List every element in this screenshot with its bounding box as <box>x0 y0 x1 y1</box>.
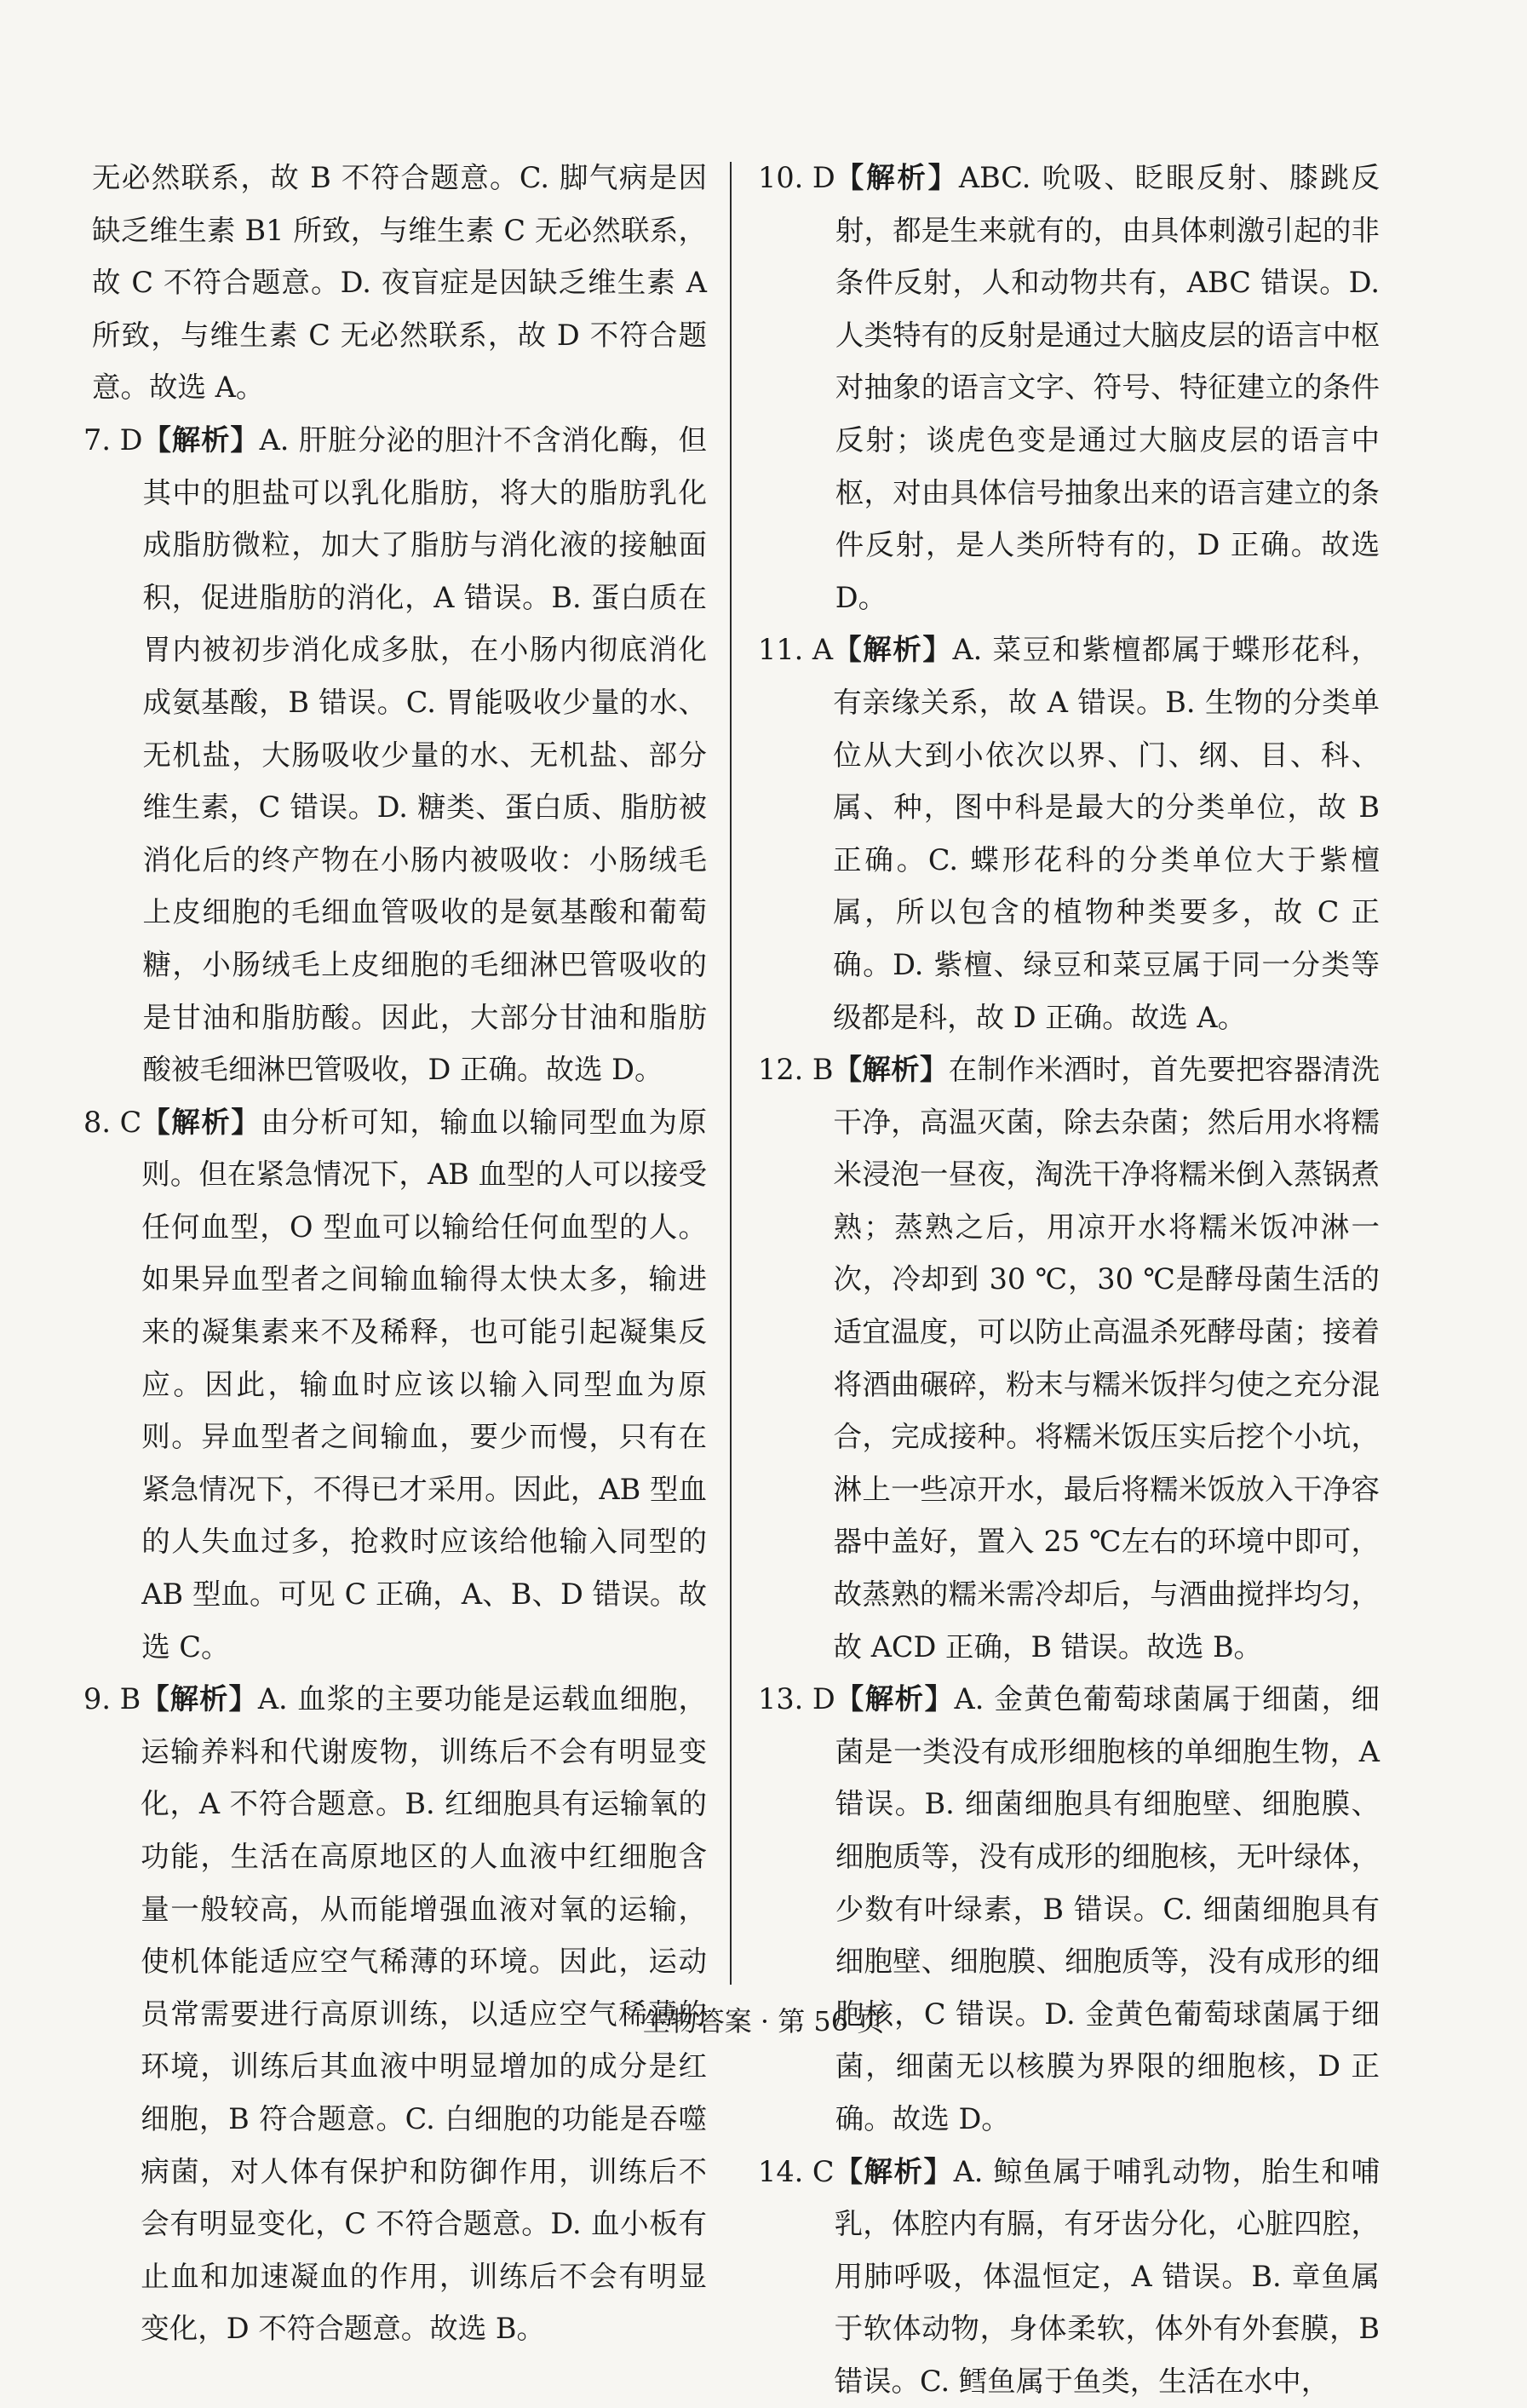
question-text: A. 肝脏分泌的胆汁不含消化酶，但其中的胆盐可以乳化脂肪，将大的脂肪乳化成脂肪微粒，加大了脂肪与消化液的接触面积，促进脂肪的消化，A 错误。B. 蛋白质在胃内被初步消化成多肽，在小肠内彻底消化成氨基酸，B 错误。C. 胃能吸收少量的水、无机盐，大肠吸收少量的水、无机盐、部分维生素，C 错误。D. 糖类、蛋白质、脂肪被消化后的终产物在小肠内被吸收：小肠绒毛上皮细胞的毛细血管吸收的是氨基酸和葡萄糖，小肠绒毛上皮细胞的毛细淋巴管吸收的是甘油和脂肪酸。因此，大部分甘油和脂肪酸被毛细淋巴管吸收，D 正确。故选 D。 <box>142 422 707 1087</box>
continuation-paragraph: 无必然联系，故 B 不符合题意。C. 脚气病是因缺乏维生素 B1 所致，与维生素 C 无必然联系，故 C 不符合题意。D. 夜盲症是因缺乏维生素 A 所致，与维生素 C 无必然联系，故 D 不符合题意。故选 A。 <box>92 161 707 405</box>
question-text: A. 菜豆和紫檀都属于蝶形花科，有亲缘关系，故 A 错误。B. 生物的分类单位从大到小依次以界、门、纲、目、科、属、种，图中科是最大的分类单位，故 B 正确。C. 蝶形花科的分类单位大于紫檀属，所以包含的植物种类要多，故 C 正确。D. 紫檀、绿豆和菜豆属于同一分类等级都是科，故 D 正确。故选 A。 <box>833 633 1380 1034</box>
question-7 <box>83 414 707 1096</box>
question-11 <box>749 624 1380 1043</box>
question-text: A. 金黄色葡萄球菌属于细菌，细菌是一类没有成形细胞核的单细胞生物，A 错误。B. 细菌细胞具有细胞壁、细胞膜、细胞质等，没有成形的细胞核，无叶绿体，少数有叶绿素，B 错误。C. 细菌细胞具有细胞壁、细胞膜、细胞质等，没有成形的细胞核，C 错误。D. 金黄色葡萄球菌属于细菌，细菌无以核膜为界限的细胞核，D 正确。故选 D。 <box>835 1682 1380 2135</box>
question-text: ABC. 吮吸、眨眼反射、膝跳反射，都是生来就有的，由具体刺激引起的非条件反射，人和动物共有，ABC 错误。D. 人类特有的反射是通过大脑皮层的语言中枢对抽象的语言文字、符号、特征建立的条件反射；谈虎色变是通过大脑皮层的语言中枢，对由具体信号抽象出来的语言建立的条件反射，是人类所特有的，D 正确。故选 D。 <box>835 161 1380 614</box>
analysis-tag: 【解析】 <box>141 1105 261 1139</box>
analysis-tag: 【解析】 <box>141 1682 258 1716</box>
question-number: 7. D <box>83 422 143 457</box>
question-12 <box>749 1043 1380 1673</box>
question-number: 14. C <box>758 2154 835 2188</box>
question-8 <box>83 1096 708 1674</box>
column-divider <box>730 162 732 1985</box>
question-text: 由分析可知，输血以输同型血为原则。但在紧急情况下，AB 血型的人可以接受任何血型，O 型血可以输给任何血型的人。如果异血型者之间输血输得太快太多，输进来的凝集素来不及稀释，也可能引起凝集反应。因此，输血时应该以输入同型血为原则。异血型者之间输血，要少而慢，只有在紧急情况下，不得已才采用。因此，AB 型血的人失血过多，抢救时应该给他输入同型的 AB 型血。可见 C 正确，A、B、D 错误。故选 C。 <box>141 1105 708 1664</box>
page-footer: 生物答案 · 第 56 页 <box>642 2005 885 2037</box>
analysis-tag: 【解析】 <box>835 161 959 194</box>
analysis-tag: 【解析】 <box>834 2154 954 2188</box>
question-number: 13. D <box>758 1682 835 1716</box>
analysis-tag: 【解析】 <box>142 422 260 457</box>
question-number: 10. D <box>758 161 835 194</box>
question-number: 11. A <box>758 633 834 667</box>
analysis-tag: 【解析】 <box>835 1682 955 1716</box>
question-text: A. 血浆的主要功能是运载血细胞，运输养料和代谢废物，训练后不会有明显变化，A 不符合题意。B. 红细胞具有运输氧的功能，生活在高原地区的人血液中红细胞含量一般较高，从而能增强血液对氧的运输，使机体能适应空气稀薄的环境。因此，运动员常需要进行高原训练，以适应空气稀薄的环境，训练后其血液中明显增加的成分是红细胞，B 符合题意。C. 白细胞的功能是吞噬病菌，对人体有保护和防御作用，训练后不会有明显变化，C 不符合题意。D. 血小板有止血和加速凝血的作用，训练后不会有明显变化，D 不符合题意。故选 B。 <box>141 1682 707 2346</box>
question-10 <box>749 152 1380 624</box>
question-text: 在制作米酒时，首先要把容器清洗干净，高温灭菌，除去杂菌；然后用水将糯米浸泡一昼夜，淘洗干净将糯米倒入蒸锅煮熟；蒸熟之后，用凉开水将糯米饭冲淋一次，冷却到 30 ℃，30 ℃是酵母菌生活的适宜温度，可以防止高温杀死酵母菌；接着将酒曲碾碎，粉末与糯米饭拌匀使之充分混合，完成接种。将糯米饭压实后挖个小坑，淋上一些凉开水，最后将糯米饭放入干净容器中盖好，置入 25 ℃左右的环境中即可，故蒸熟的糯米需冷却后，与酒曲搅拌均匀，故 ACD 正确，B 错误。故选 B。 <box>833 1053 1381 1664</box>
analysis-tag: 【解析】 <box>833 633 953 667</box>
question-number: 8. C <box>83 1105 142 1139</box>
analysis-tag: 【解析】 <box>833 1053 949 1087</box>
question-number: 9. B <box>83 1682 141 1716</box>
question-text: A. 鲸鱼属于哺乳动物，胎生和哺乳，体腔内有膈，有牙齿分化，心脏四腔，用肺呼吸，体温恒定，A 错误。B. 章鱼属于软体动物，身体柔软，体外有外套膜，B 错误。C. 鳕鱼属于鱼类，生活在水中， <box>834 2154 1381 2398</box>
question-14 <box>749 2146 1380 2408</box>
question-number: 12. B <box>758 1053 834 1087</box>
question-13 <box>749 1673 1380 2145</box>
right-column <box>749 152 1380 2408</box>
